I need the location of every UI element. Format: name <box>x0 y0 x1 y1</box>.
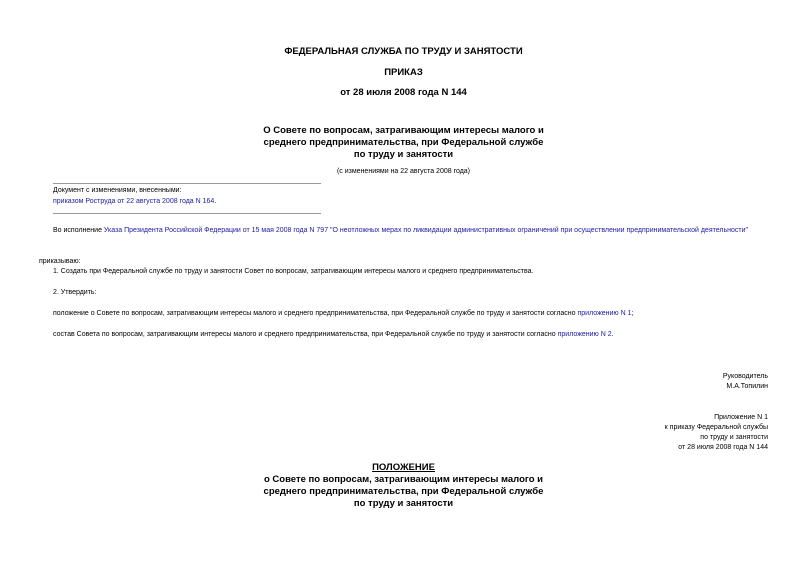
appendix-line-4: от 28 июля 2008 года N 144 <box>678 444 768 451</box>
regulation-subject-line-1: о Совете по вопросам, затрагивающим интересы малого и <box>263 474 544 485</box>
approve-item-regulation-text: положение о Совете по вопросам, затрагивающим интересы малого и среднего предпринимательства, при Федеральной службе по труду и занятости согласно <box>53 310 578 317</box>
appendix-line-2: к приказу Федеральной службы <box>664 424 768 431</box>
appendix-2-link[interactable]: приложению N 2 <box>557 331 612 338</box>
presidential-decree-link[interactable]: Указа Президента Российской Федерации от 15 мая 2008 года N 797 "О неотложных мерах по ликвидации административных ограничений при осуществлении предпринимательской деятельности" <box>103 227 748 234</box>
changes-box-bottom-divider <box>53 213 321 214</box>
preamble-prefix: Во исполнение <box>53 227 104 234</box>
amendment-order-link[interactable]: приказом Роструда от 22 августа 2008 года N 164 <box>53 198 215 205</box>
approve-item-regulation <box>53 309 633 319</box>
regulation-title-block <box>0 462 807 510</box>
signature-name: М.А.Топилин <box>726 383 768 390</box>
approve-item-regulation-suffix: ; <box>631 310 634 317</box>
agency-heading: ФЕДЕРАЛЬНАЯ СЛУЖБА ПО ТРУДУ И ЗАНЯТОСТИ <box>284 46 523 57</box>
order-item-2: 2. Утвердить: <box>53 289 97 296</box>
document-date-heading: от 28 июля 2008 года N 144 <box>340 87 467 98</box>
approve-item-composition <box>53 330 614 340</box>
subject-line-1: О Совете по вопросам, затрагивающим интересы малого и <box>263 125 544 136</box>
signature-title: Руководитель <box>722 373 768 380</box>
order-item-1: 1. Создать при Федеральной службе по труду и занятости Совет по вопросам, затрагивающим интересы малого и среднего предпринимательства. <box>53 268 534 275</box>
approve-item-composition-suffix: . <box>611 331 614 338</box>
approve-item-composition-text: состав Совета по вопросам, затрагивающим интересы малого и среднего предпринимательства, при Федеральной службе по труду и занятости согласно <box>53 331 558 338</box>
subject-line-3: по труду и занятости <box>353 149 454 160</box>
orders-intro: приказываю: <box>39 258 81 265</box>
appendix-header <box>665 413 768 453</box>
regulation-subject-line-2: среднего предпринимательства, при Федеральной службе <box>263 486 544 497</box>
document-type-heading: ПРИКАЗ <box>384 67 423 78</box>
changes-box-link-line <box>53 197 216 207</box>
changes-box-label: Документ с изменениями, внесенными: <box>53 187 182 194</box>
regulation-subject-line-3: по труду и занятости <box>353 498 454 509</box>
appendix-1-link[interactable]: приложению N 1 <box>577 310 632 317</box>
document-subject <box>0 125 807 161</box>
amendment-link-suffix: . <box>214 198 217 205</box>
preamble <box>53 226 748 236</box>
changes-note: (с изменениями на 22 августа 2008 года) <box>336 168 471 175</box>
appendix-line-3: по труду и занятости <box>700 434 768 441</box>
regulation-title: ПОЛОЖЕНИЕ <box>372 462 435 473</box>
appendix-line-1: Приложение N 1 <box>714 414 768 421</box>
changes-box-top-divider <box>53 183 321 184</box>
subject-line-2: среднего предпринимательства, при Федеральной службе <box>263 137 544 148</box>
